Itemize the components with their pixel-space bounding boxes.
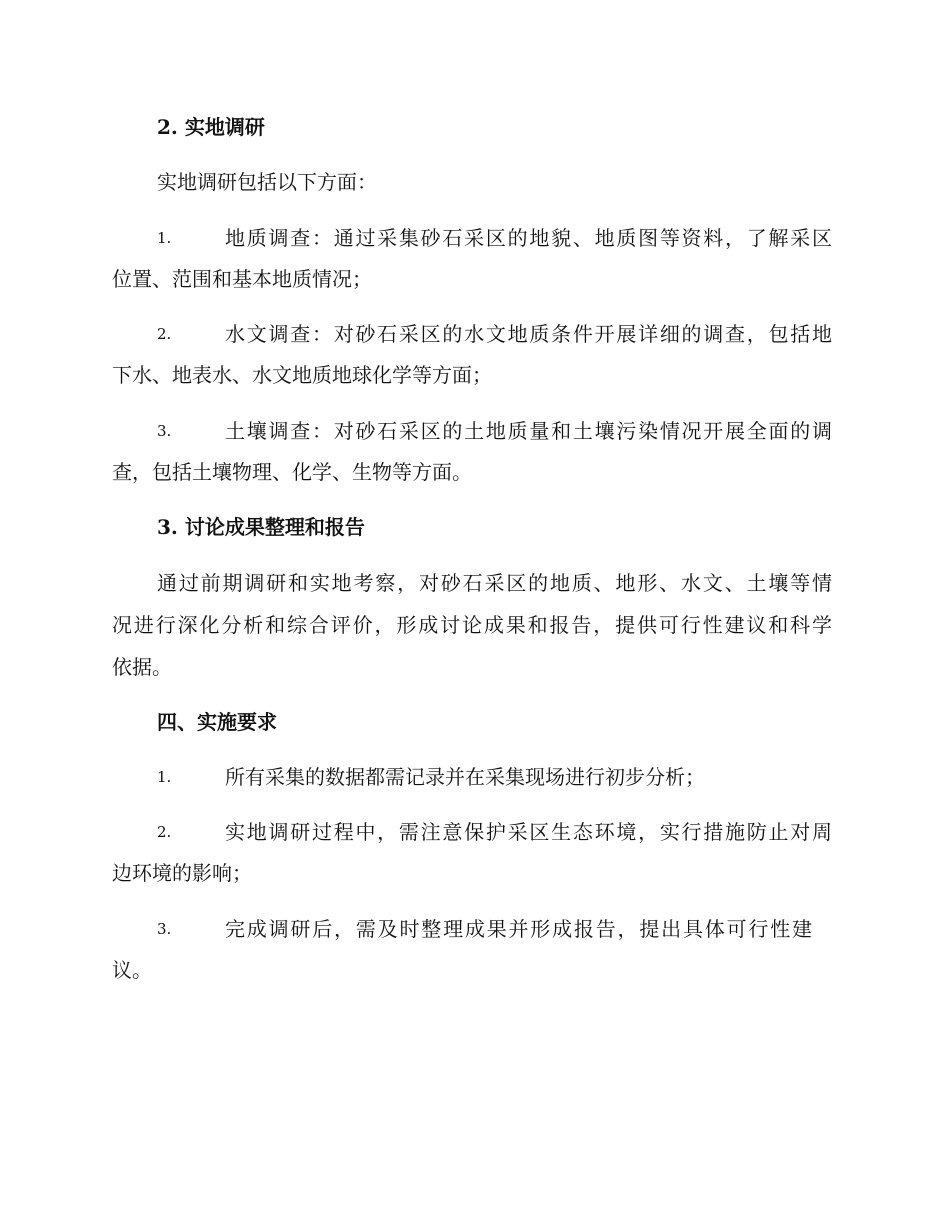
list-item-text-continued: 边环境的影响； [112, 861, 252, 885]
list-item-text: 地质调查：通过采集砂石采区的地貌、地质图等资料，了解采区 [225, 226, 832, 250]
list-item-text-continued: 查，包括土壤物理、化学、生物等方面。 [112, 460, 472, 484]
list-item-text: 完成调研后，需及时整理成果并形成报告，提出具体可行性建 [225, 917, 812, 941]
list-item-text: 所有采集的数据都需记录并在采集现场进行初步分析； [225, 765, 705, 789]
list-item-text: 土壤调查：对砂石采区的土地质量和土壤污染情况开展全面的调 [225, 419, 832, 443]
list-item-text-continued: 下水、地表水、水文地质地球化学等方面； [112, 363, 492, 387]
section-heading-field-survey: 2. 实地调研 [157, 115, 265, 139]
paragraph-line: 依据。 [112, 655, 172, 679]
list-item-text-continued: 议。 [112, 958, 152, 982]
field-survey-intro: 实地调研包括以下方面： [157, 170, 377, 194]
list-item-number: 1. [157, 229, 172, 247]
list-item-number: 3. [157, 422, 172, 440]
list-item-number: 1. [157, 768, 172, 786]
list-item-text-continued: 位置、范围和基本地质情况； [112, 267, 372, 291]
list-item-number: 2. [157, 823, 172, 841]
list-item-text: 实地调研过程中，需注意保护采区生态环境，实行措施防止对周 [225, 820, 832, 844]
list-item-number: 3. [157, 920, 172, 938]
section-heading-results: 3. 讨论成果整理和报告 [157, 515, 365, 539]
paragraph-line: 况进行深化分析和综合评价，形成讨论成果和报告，提供可行性建议和科学 [112, 613, 832, 637]
paragraph-line: 通过前期调研和实地考察，对砂石采区的地质、地形、水文、土壤等情 [157, 571, 832, 595]
list-item-number: 2. [157, 325, 172, 343]
list-item-text: 水文调查：对砂石采区的水文地质条件开展详细的调查，包括地 [225, 322, 832, 346]
section-heading-requirements: 四、实施要求 [157, 710, 277, 734]
